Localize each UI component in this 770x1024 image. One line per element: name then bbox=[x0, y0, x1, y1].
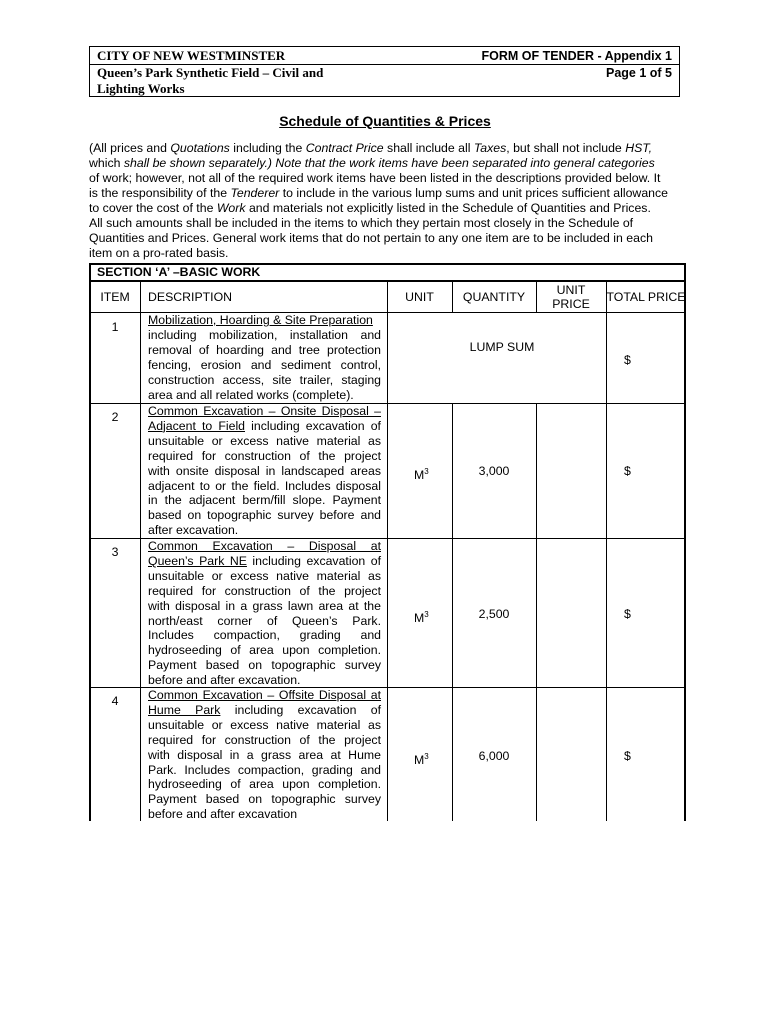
quantity-value: 3,000 bbox=[478, 464, 510, 478]
description-line: with onsite disposal in landscaped areas bbox=[148, 463, 381, 478]
description-line: Payment based on topographic survey bbox=[148, 792, 381, 807]
col-line-qty bbox=[536, 403, 537, 821]
intro-text: including the bbox=[229, 141, 306, 155]
item-title: Mobilization, Hoarding & Site Preparation bbox=[148, 313, 373, 327]
intro-line bbox=[89, 201, 689, 216]
description-line: based on topographic survey before and bbox=[148, 508, 381, 523]
description-line: required for construction of the project bbox=[148, 448, 381, 463]
description-line: Payment based on topographic survey bbox=[148, 658, 381, 673]
description-line: with disposal in a grass area at Hume bbox=[148, 747, 381, 762]
intro-line bbox=[89, 186, 689, 201]
intro-line bbox=[89, 246, 689, 261]
col-header-item: ITEM bbox=[100, 290, 130, 304]
intro-text: and materials not explicitly listed in the Schedule of Quantities and Prices. bbox=[245, 201, 651, 215]
intro-text: item on a pro-rated basis. bbox=[89, 246, 229, 260]
intro-italic-term: Contract Price bbox=[305, 141, 384, 155]
item-title-continued: Adjacent to Field bbox=[148, 418, 246, 433]
description-text: including excavation of bbox=[245, 418, 381, 433]
col-header-unit: UNIT bbox=[405, 290, 434, 304]
intro-line bbox=[89, 216, 689, 231]
form-label: FORM OF TENDER - Appendix 1 bbox=[481, 49, 672, 63]
item-title: Common Excavation – Disposal at bbox=[148, 539, 381, 553]
total-price-field[interactable]: $ bbox=[624, 607, 631, 621]
description-line bbox=[148, 703, 381, 718]
unit-text: M bbox=[414, 753, 425, 768]
col-header-unit-price-line2: PRICE bbox=[552, 297, 590, 311]
intro-paragraph bbox=[89, 141, 689, 261]
description-line: with disposal in a grass lawn area at the bbox=[148, 598, 381, 613]
description-line: unsuitable or excess native material as bbox=[148, 717, 381, 732]
description-line: in the adjacent berm/fill slope. Payment bbox=[148, 493, 381, 508]
quantity-value: 6,000 bbox=[478, 749, 510, 763]
description-line: after excavation. bbox=[148, 523, 239, 538]
col-line-desc bbox=[387, 282, 388, 821]
item-number: 3 bbox=[111, 545, 119, 559]
page-title: Schedule of Quantities & Prices bbox=[279, 113, 491, 129]
description-line: area and all related works (complete). bbox=[148, 387, 354, 402]
description-line: before and after excavation bbox=[148, 807, 298, 822]
intro-italic-term: Work bbox=[216, 201, 246, 215]
description-line: north/east corner of Queen’s Park. bbox=[148, 613, 381, 628]
intro-italic-term: HST, bbox=[625, 141, 653, 155]
intro-text: of work; however, not all of the required work items have been listed in the descriptions provided below. It bbox=[89, 171, 661, 185]
col-line-price bbox=[606, 282, 607, 821]
header-box bbox=[89, 46, 680, 97]
description-line: including mobilization, installation and bbox=[148, 327, 381, 342]
total-price-field[interactable]: $ bbox=[624, 464, 631, 478]
unit-value bbox=[414, 464, 429, 483]
intro-italic-term: Quotations bbox=[170, 141, 230, 155]
col-header-total-price: TOTAL PRICE bbox=[606, 290, 686, 304]
description-text: including excavation of bbox=[246, 553, 381, 568]
description-line: Includes compaction, grading and bbox=[148, 628, 381, 643]
intro-text: to include in the various lump sums and unit prices sufficient allowance bbox=[279, 186, 668, 200]
intro-text: to cover the cost of the bbox=[89, 201, 217, 215]
intro-text: shall include all bbox=[383, 141, 474, 155]
unit-superscript: 3 bbox=[424, 752, 429, 761]
intro-line bbox=[89, 171, 689, 186]
intro-text: (All prices and bbox=[89, 141, 171, 155]
unit-text: M bbox=[414, 468, 425, 483]
unit-superscript: 3 bbox=[424, 467, 429, 476]
project-title-line1: Queen’s Park Synthetic Field – Civil and bbox=[97, 64, 324, 80]
description-line: adjacent to or the field. Includes disposal bbox=[148, 478, 381, 493]
description-line: required for construction of the project bbox=[148, 583, 381, 598]
item-title-continued: Hume Park bbox=[148, 702, 221, 717]
lump-sum-label: LUMP SUM bbox=[469, 340, 535, 354]
description-text: including excavation of bbox=[220, 702, 381, 717]
description-line: unsuitable or excess native material as bbox=[148, 568, 381, 583]
item-number: 2 bbox=[111, 410, 119, 424]
header-right bbox=[481, 48, 672, 81]
item-number: 1 bbox=[111, 320, 119, 334]
description-line: required for construction of the project bbox=[148, 732, 381, 747]
intro-italic-term: Tenderer bbox=[230, 186, 280, 200]
col-header-unit-price bbox=[536, 283, 606, 311]
unit-value bbox=[414, 749, 429, 768]
intro-text: is the responsibility of the bbox=[89, 186, 231, 200]
intro-line bbox=[89, 231, 689, 246]
description-line: construction access, site trailer, staging bbox=[148, 372, 381, 387]
total-price-field[interactable]: $ bbox=[624, 353, 631, 367]
item-description bbox=[148, 688, 381, 822]
description-line: unsuitable or excess native material as bbox=[148, 433, 381, 448]
intro-text: All such amounts shall be included in the items to which they pertain most closely in the Schedule of bbox=[89, 216, 634, 230]
unit-text: M bbox=[414, 611, 425, 626]
unit-superscript: 3 bbox=[424, 610, 429, 619]
item-description bbox=[148, 404, 381, 538]
intro-line bbox=[89, 141, 689, 156]
description-line: hydroseeding of area upon completion. bbox=[148, 643, 381, 658]
item-number: 4 bbox=[111, 694, 119, 708]
item-description bbox=[148, 539, 381, 688]
intro-italic-term: shall be shown separately.) Note that the work items have been separated into general categories bbox=[120, 156, 655, 170]
description-line: hydroseeding of area upon completion. bbox=[148, 777, 381, 792]
intro-text: , but shall not include bbox=[506, 141, 626, 155]
item-title-continued: Queen’s Park NE bbox=[148, 553, 247, 568]
intro-line bbox=[89, 156, 689, 171]
description-line: Park. Includes compaction, grading and bbox=[148, 762, 381, 777]
section-title: SECTION ‘A’ –BASIC WORK bbox=[97, 265, 261, 279]
col-header-description: DESCRIPTION bbox=[148, 290, 233, 304]
description-line: before and after excavation. bbox=[148, 673, 301, 688]
intro-text: Quantities and Prices. General work items that do not pertain to any one item are to be included in each bbox=[89, 231, 653, 245]
item-title: Common Excavation – Onsite Disposal – bbox=[148, 404, 381, 418]
description-line bbox=[148, 419, 381, 434]
quantity-value: 2,500 bbox=[478, 607, 510, 621]
unit-value bbox=[414, 607, 429, 626]
description-line bbox=[148, 554, 381, 569]
page-number: Page 1 of 5 bbox=[606, 65, 672, 80]
item-title: Common Excavation – Offsite Disposal at bbox=[148, 688, 381, 702]
intro-italic-term: Taxes bbox=[473, 141, 507, 155]
header-left bbox=[97, 48, 387, 98]
org-name: CITY OF NEW WESTMINSTER bbox=[97, 48, 286, 63]
col-header-unit-price-line1: UNIT bbox=[556, 283, 586, 297]
col-header-quantity: QUANTITY bbox=[462, 290, 526, 304]
item-description bbox=[148, 313, 381, 402]
description-line: fencing, erosion and sediment control, bbox=[148, 357, 381, 372]
intro-text: which bbox=[89, 156, 121, 170]
description-line: removal of hoarding and tree protection bbox=[148, 342, 381, 357]
total-price-field[interactable]: $ bbox=[624, 749, 631, 763]
project-title-line2: Lighting Works bbox=[97, 81, 185, 96]
